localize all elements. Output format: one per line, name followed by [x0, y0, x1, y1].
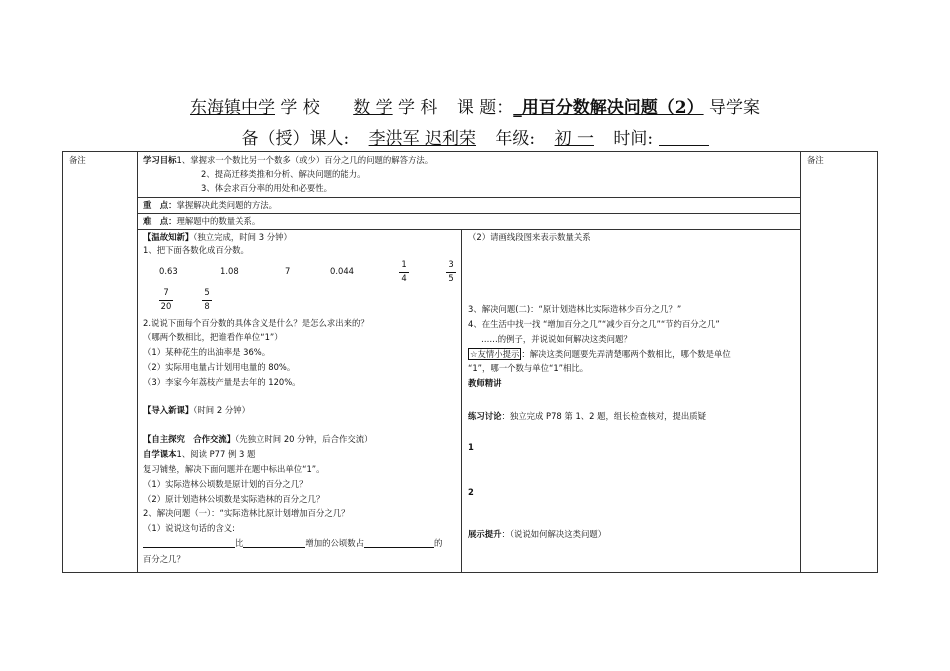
show-row [468, 527, 606, 541]
tip-text: ：解决这类问题要先弄清楚哪两个数相比，哪个数是单位 [521, 349, 731, 359]
fill-word-mid: 增加的公顷数占 [305, 538, 364, 548]
solve-question-1-sub: （1）说说这句话的含义: [143, 523, 235, 533]
fill-word-bi: 比 [235, 538, 244, 548]
time-label: 时间: [613, 129, 654, 149]
teacher-explain-text: 教师精讲 [468, 378, 502, 388]
practice-number-1-text: 1 [468, 442, 474, 452]
question-4-continued: ……的例子，并说说如何解决这类问题？ [481, 334, 632, 344]
fraction-3-numerator: 7 [163, 287, 169, 297]
question-2-item-1: （1）某种花生的出油率是 36%。 [143, 347, 271, 357]
draw-diagram-prompt: （2）请画线段图来表示数量关系 [468, 232, 591, 242]
fraction-1-numerator: 1 [401, 259, 407, 269]
title-line-1 [0, 93, 950, 118]
self-study-row [143, 447, 255, 461]
practice-number-2 [468, 485, 474, 499]
school-name: 东海镇中学 [190, 98, 275, 118]
fraction-4-denominator: 8 [204, 301, 210, 311]
goals-label: 学习目标 [143, 155, 177, 165]
difficulty-text: 理解题中的数量关系。 [176, 216, 261, 226]
left-note-label: 备注 [69, 155, 86, 165]
self-study-label: 自学课本 [143, 449, 177, 459]
solve-question-1: 2、解决问题（一）：“实际造林比原计划增加百分之几？ [143, 508, 350, 518]
number-2: 1.08 [220, 266, 239, 276]
practice-number-2-text: 2 [468, 487, 474, 497]
fraction-3-denominator: 20 [160, 301, 172, 311]
tip-text-2: “1”，哪一个数与单位“1”相比。 [468, 363, 589, 373]
practice-number-1 [468, 440, 474, 454]
number-3: 7 [285, 266, 291, 276]
grade-label: 年级: [495, 129, 536, 149]
review-label: 【温故知新】 [143, 232, 194, 242]
review-prep-item-1: （1）实际造林公顷数是原计划的百分之几？ [143, 479, 308, 489]
right-note-label: 备注 [807, 155, 824, 165]
title-line-2 [0, 124, 950, 149]
question-1: 1、把下面各数化成百分数。 [143, 245, 249, 255]
question-2-note: （哪两个数相比，把谁看作单位“1”） [143, 332, 283, 342]
intro-label: 【导入新课】 [143, 405, 194, 415]
goal-item-3: 3、体会求百分率的用处和必要性。 [201, 183, 332, 193]
col-divider-middle [461, 229, 462, 572]
intro-note: （时间 2 分钟） [193, 405, 250, 415]
subject-name: 数 学 [353, 98, 393, 118]
show-text: ：（说说如何解决这类问题） [501, 529, 607, 539]
fill-in-sentence [143, 536, 442, 550]
school-suffix: 学 校 [280, 98, 320, 118]
self-study-text: 1、阅读 P77 例 3 题 [176, 449, 256, 459]
intro-heading [143, 403, 250, 417]
fill-blank-3[interactable] [364, 537, 434, 548]
teacher-explain-label [468, 376, 502, 390]
practice-row [468, 409, 706, 423]
goals-row-1 [143, 153, 433, 167]
difficulty-label: 难 点： [143, 216, 177, 226]
teacher-label: 备（授）课人: [241, 129, 350, 149]
goal-item-2: 2、提高迁移类推和分析、解决问题的能力。 [201, 169, 366, 179]
fraction-2-numerator: 3 [448, 259, 454, 269]
goal-item-1: 1、掌握求一个数比另一个数多（或少）百分之几的问题的解答方法。 [176, 155, 434, 165]
number-4: 0.044 [330, 266, 354, 276]
fill-word-de: 的 [434, 538, 443, 548]
fill-in-end: 百分之几？ [143, 554, 185, 564]
fraction-2-denominator: 5 [448, 273, 454, 283]
review-prep-item-2: （2）原计划造林公顷数是实际造林的百分之几？ [143, 494, 325, 504]
question-3: 3、解决问题(二)：“原计划造林比实际造林少百分之几？” [468, 304, 682, 314]
review-prep: 复习铺垫，解决下面问题并在题中标出单位“1”。 [143, 464, 325, 474]
explore-note: （先独立时间 20 分钟，后合作交流） [235, 434, 373, 444]
question-2-item-3: （3）李家今年荔枝产量是去年的 120%。 [143, 377, 301, 387]
col-divider-left [137, 152, 138, 572]
key-label: 重 点： [143, 200, 177, 210]
fill-blank-1[interactable] [143, 537, 235, 548]
col-divider-right [800, 152, 801, 572]
teacher-names: 李洪军 迟利荣 [368, 129, 477, 149]
fill-blank-2[interactable] [243, 537, 305, 548]
question-2-item-2: （2）实际用电量占计划用电量的 80%。 [143, 362, 296, 372]
topic-label: 课 题： [456, 98, 514, 118]
tip-label: ☆友情小提示 [470, 349, 520, 359]
subject-suffix: 学 科 [398, 98, 438, 118]
key-text: 掌握解决此类问题的方法。 [176, 200, 277, 210]
fraction-1-denominator: 4 [401, 273, 407, 283]
number-1: 0.63 [159, 266, 178, 276]
lesson-table [62, 151, 878, 573]
key-point-row [143, 198, 277, 212]
tip-row [468, 347, 731, 361]
topic-title: _用百分数解决问题（2） [513, 98, 704, 118]
fraction-4-numerator: 5 [204, 287, 210, 297]
doc-type: 导学案 [709, 98, 760, 118]
difficulty-row [143, 214, 260, 228]
show-label: 展示提升 [468, 529, 502, 539]
question-2: 2.说说下面每个百分数的具体含义是什么？是怎么求出来的？ [143, 318, 369, 328]
grade-value: 初 一 [554, 129, 594, 149]
question-4: 4、在生活中找一找 “增加百分之几”“减少百分之几”“节约百分之几” [468, 319, 720, 329]
review-note: （独立完成，时间 3 分钟） [193, 232, 292, 242]
practice-text: ：独立完成 P78 第 1、2 题，组长检查核对，提出质疑 [501, 411, 707, 421]
explore-label: 【自主探究 合作交流】 [143, 434, 236, 444]
practice-label: 练习讨论 [468, 411, 502, 421]
review-heading [143, 230, 292, 244]
time-blank [659, 131, 709, 146]
explore-heading [143, 432, 373, 446]
